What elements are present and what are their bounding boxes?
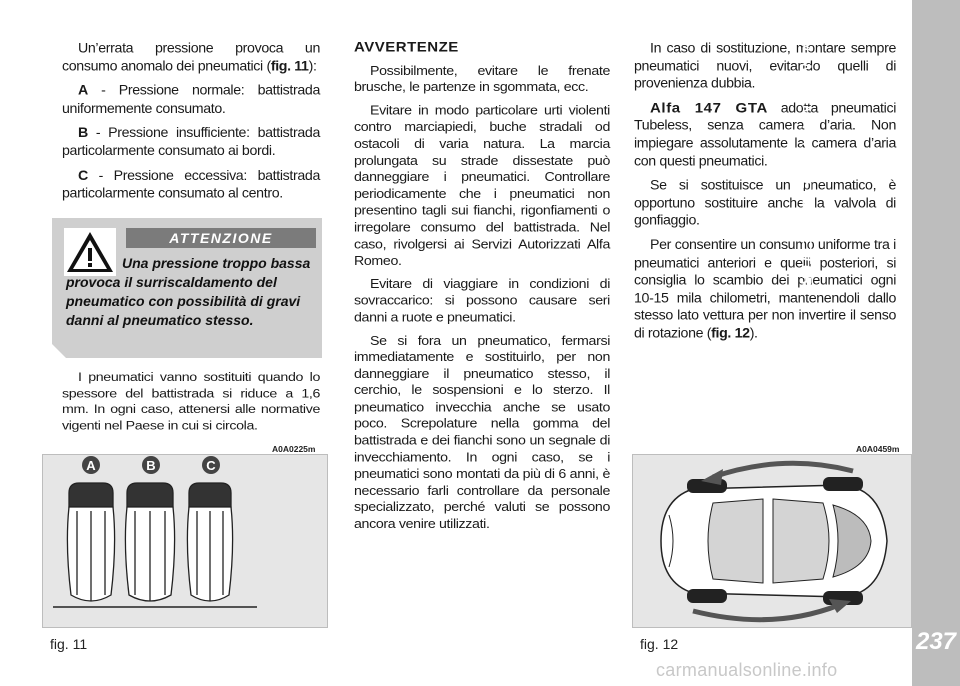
tyre-c bbox=[187, 483, 232, 601]
fig12-box bbox=[632, 454, 912, 628]
paragraph-puncture: Se si fora un pneumatico, fermarsi immediatamente e sostituirlo, per non danneggiare il pneumatico stesso, il cerchio, le sospensioni e lo sterzo. Il pneumatico invecchia anche se usato poco. Screpolature nella gomma del battistrada e dei fianchi sono un segnale di invecchiamento. In ogni caso, se i pneumatici sono montati da più di 6 anni, è necessario farli controllare da personale specializzato, perché valuti se possono ancora venire utilizzati. bbox=[354, 333, 610, 532]
paragraph-valve: Se si sostituisce un pneumatico, è opportuno sostituire anche la valvola di gonfiaggio. bbox=[634, 178, 896, 229]
warning-title: ATTENZIONE bbox=[126, 228, 316, 248]
paragraph-tubeless: Alfa 147 GTA adotta pneumatici Tubeless, senza camera d’aria. Non impiegare assolutamente la camera d’aria con questi pneumatici. bbox=[634, 99, 896, 169]
column-left bbox=[62, 40, 320, 210]
tyre-b bbox=[125, 483, 174, 601]
tyre-a bbox=[67, 483, 114, 601]
paragraph-replacement: I pneumatici vanno sostituiti quando lo spessore del battistrada si riduce a 1,6 mm. In ogni caso, attenersi alle normative vigenti nel Paese in cui si circola. bbox=[62, 370, 320, 433]
warning-text: Una pressione troppo bassa provoca il surriscaldamento del pneumatico con possibilità di gravi danni al pneumatico stesso. bbox=[66, 255, 311, 328]
paragraph-pressure-intro: Un’errata pressione provoca un consumo anomalo dei pneumatici (fig. 11): bbox=[62, 40, 320, 75]
fig-ref: fig. 12 bbox=[711, 326, 750, 342]
tyre-label-c bbox=[202, 456, 220, 474]
item-c: C - Pressione eccessiva: battistrada particolarmente consumato al centro. bbox=[62, 168, 320, 202]
column-middle bbox=[354, 40, 610, 540]
car-top-view bbox=[661, 485, 887, 597]
svg-text:C: C bbox=[206, 458, 216, 473]
paragraph-rotation: Per consentire un consumo uniforme tra i pneumatici anteriori e quelli posteriori, si consiglia lo scambio dei pneumatici ogni 10-15 mila chilometri, mantenendoli dallo stesso lato vettura per non invertire il senso di rotazione (fig. 12). bbox=[634, 237, 896, 342]
paragraph-impacts: Evitare in modo particolare urti violenti contro marciapiedi, buche stradali od ostacoli di varia natura. La marcia prolungata su strade dissestate può danneggiare i pneumatici. Controllare periodicamente che i pneumatici non presentino tagli sui fianchi, rigonfiamenti o irregolare consumo del battistrada. Nel caso, rivolgersi ai Servizi Autorizzati Alfa Romeo. bbox=[354, 103, 610, 269]
paragraph-braking: Possibilmente, evitare le frenate brusche, le partenze in sgommata, ecc. bbox=[354, 63, 610, 96]
column-left-lower bbox=[62, 370, 320, 440]
fig12-caption: fig. 12 bbox=[640, 636, 679, 652]
brand-name: Alfa 147 GTA bbox=[650, 99, 768, 116]
fig11-caption: fig. 11 bbox=[50, 636, 88, 652]
svg-text:A: A bbox=[86, 458, 96, 473]
page-number: 237 bbox=[915, 628, 957, 655]
fig-ref: fig. 11 bbox=[270, 58, 309, 75]
fig11-code: A0A0225m bbox=[272, 444, 316, 454]
item-b: B - Pressione insufficiente: battistrada particolarmente consumato ai bordi. bbox=[62, 125, 320, 160]
warning-box bbox=[52, 218, 322, 358]
section-heading: AVVERTENZE bbox=[354, 40, 459, 56]
tyre-wear-illustration bbox=[43, 455, 327, 627]
svg-text:B: B bbox=[146, 458, 156, 473]
item-a: A - Pressione normale: battistrada uniformemente consumato. bbox=[62, 83, 320, 117]
column-right bbox=[634, 40, 896, 350]
watermark: carmanualsonline.info bbox=[656, 660, 838, 680]
chapter-sidebar bbox=[912, 0, 960, 686]
paragraph-new-tyres: In caso di sostituzione, montare sempre pneumatici nuovi, evitando quelli di provenienza dubbia. bbox=[634, 40, 896, 92]
fig11-box bbox=[42, 454, 328, 628]
tyre-label-b bbox=[142, 456, 160, 474]
tyre-label-a bbox=[82, 456, 100, 474]
fig12-code: A0A0459m bbox=[856, 444, 900, 454]
tyre-rotation-illustration bbox=[633, 455, 911, 627]
paragraph-overload: Evitare di viaggiare in condizioni di sovraccarico: si possono causare seri danni a ruote e pneumatici. bbox=[354, 277, 610, 325]
